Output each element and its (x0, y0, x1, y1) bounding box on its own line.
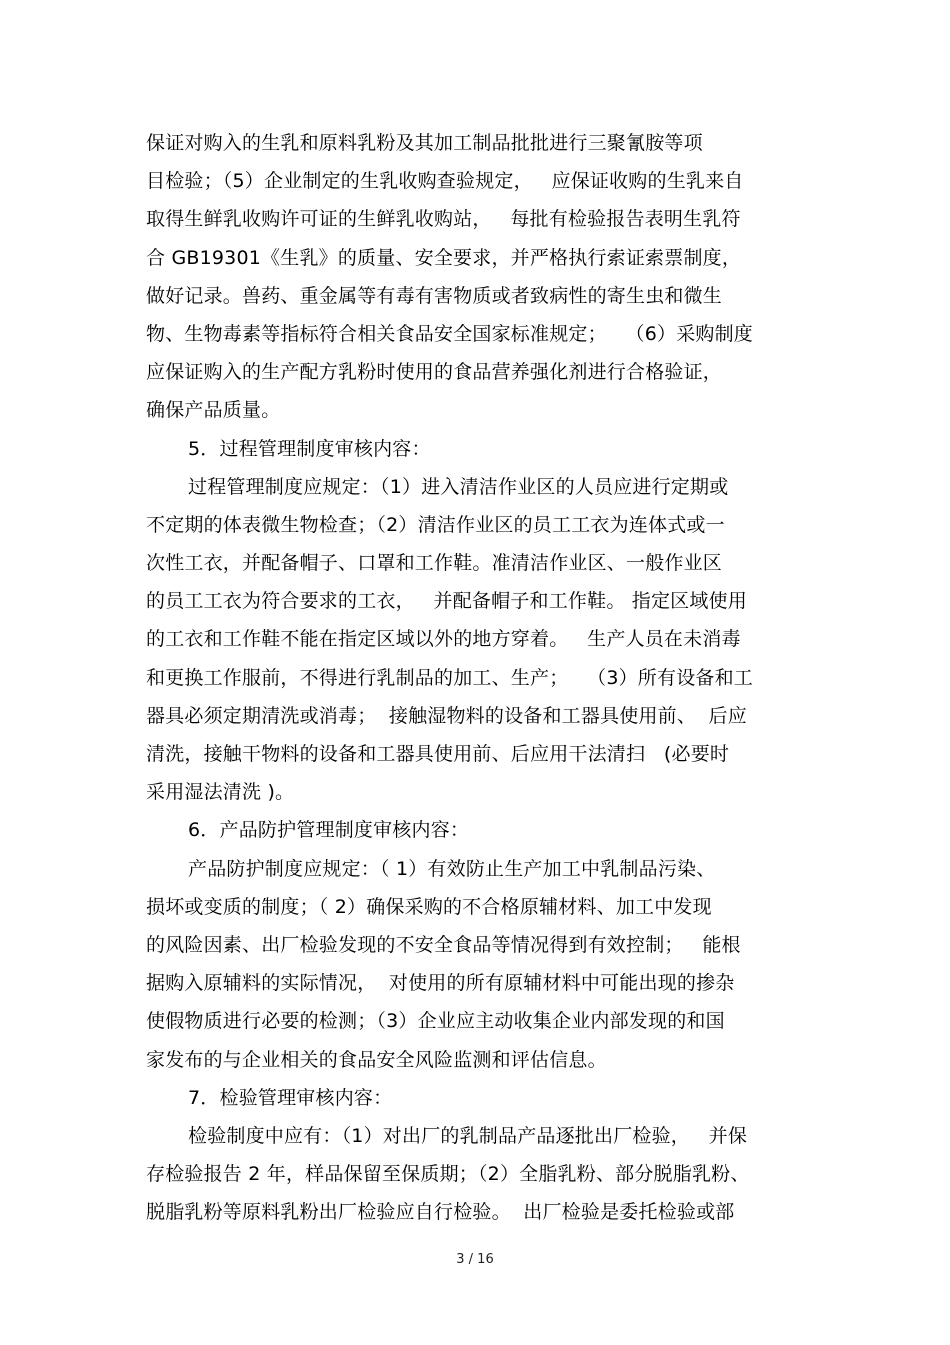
text-line: 家发布的与企业相关的食品安全风险监测和评估信息。 (146, 1048, 607, 1071)
text-line: 据购入原辅料的实际情况， 对使用的所有原辅材料中可能出现的掺杂 (146, 972, 735, 995)
text-line: 的员工工衣为符合要求的工衣， 并配备帽子和工作鞋。 指定区域使用 (146, 590, 747, 613)
text-line: 确保产品质量。 (146, 399, 281, 422)
text-line: 应保证购入的生产配方乳粉时使用的食品营养强化剂进行合格验证， (146, 361, 723, 384)
text-line: 的工衣和工作鞋不能在指定区域以外的地方穿着。 生产人员在未消毒 (146, 628, 741, 651)
text-line: 和更换工作服前，不得进行乳制品的加工、生产； （3）所有设备和工 (146, 666, 754, 689)
body-text (146, 124, 812, 1231)
text-line: 使假物质进行必要的检测；（3）企业应主动收集企业内部发现的和国 (146, 1010, 725, 1033)
text-line: 脱脂乳粉等原料乳粉出厂检验应自行检验。 出厂检验是委托检验或部 (146, 1201, 735, 1224)
text-line: 次性工衣，并配备帽子、口罩和工作鞋。准清洁作业区、一般作业区 (146, 552, 723, 575)
text-line: 清洗，接触干物料的设备和工器具使用前、后应用干法清扫 (必要时 (146, 743, 730, 765)
text-line: 保证对购入的生乳和原料乳粉及其加工制品批批进行三聚氰胺等项 (146, 132, 703, 154)
text-line: 损坏或变质的制度；（ 2）确保采购的不合格原辅材料、加工中发现 (146, 895, 712, 918)
text-line: 合 GB19301《生乳》的质量、安全要求，并严格执行索证索票制度， (146, 246, 742, 269)
text-line: 检验制度中应有：（1）对出厂的乳制品产品逐批出厂检验， 并保 (188, 1124, 748, 1147)
text-line: 采用湿法清洗 )。 (146, 781, 295, 804)
text-line: 器具必须定期清洗或消毒； 接触湿物料的设备和工器具使用前、 后应 (146, 704, 747, 727)
text-line: 不定期的体表微生物检查；（2）清洁作业区的员工工衣为连体式或一 (146, 513, 725, 536)
page-number: 3 / 16 (456, 1252, 494, 1267)
text-line: 过程管理制度应规定：（1）进入清洁作业区的人员应进行定期或 (188, 475, 729, 498)
text-line: 6．产品防护管理制度审核内容： (188, 819, 470, 842)
text-line: 存检验报告 2 年，样品保留至保质期；（2）全脂乳粉、部分脱脂乳粉、 (146, 1163, 750, 1186)
text-line: 5．过程管理制度审核内容： (188, 437, 431, 460)
text-line: 目检验；（5）企业制定的生乳收购查验规定， 应保证收购的生乳来自 (146, 170, 744, 193)
text-line: 产品防护制度应规定：（ 1）有效防止生产加工中乳制品污染、 (188, 857, 716, 880)
text-line: 的风险因素、出厂检验发现的不安全食品等情况得到有效控制； 能根 (146, 933, 741, 956)
text-line: 物、生物毒素等指标符合相关食品安全国家标准规定； （6）采购制度 (146, 322, 754, 345)
text-line: 取得生鲜乳收购许可证的生鲜乳收购站， 每批有检验报告表明生乳符 (146, 208, 741, 231)
text-line: 做好记录。兽药、重金属等有毒有害物质或者致病性的寄生虫和微生 (146, 284, 723, 307)
text-line: 7．检验管理审核内容： (188, 1086, 393, 1109)
